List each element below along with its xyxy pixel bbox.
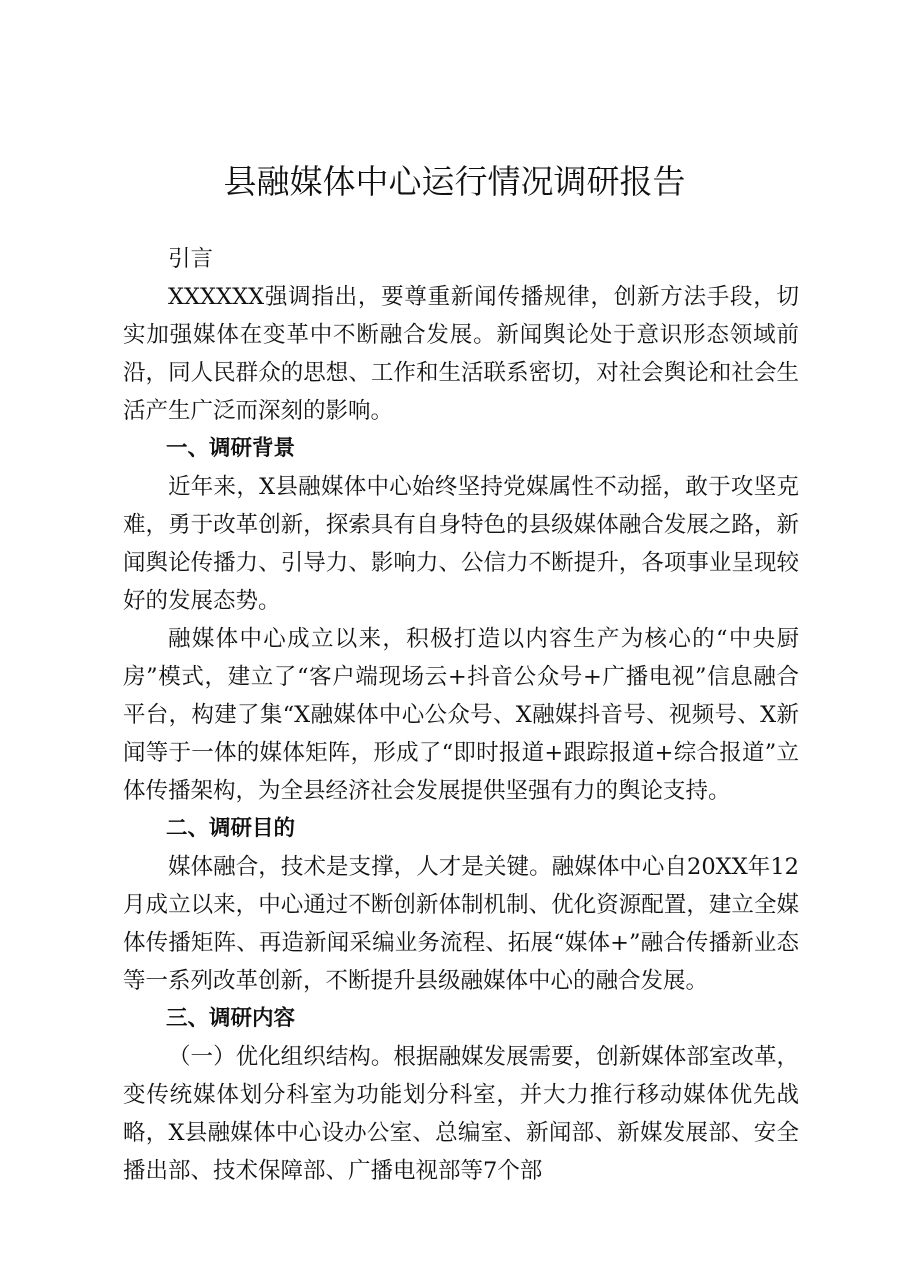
- intro-label: 引言: [168, 246, 214, 272]
- section-heading-content: 三、调研内容: [166, 1006, 296, 1031]
- section-heading-background: 一、调研背景: [166, 436, 296, 461]
- purpose-paragraph: 媒体融合，技术是支撑，人才是关键。融媒体中心自20XX年12月成立以来，中心通过不断创新体制机制、优化资源配置，建立全媒体传播矩阵、再造新闻采编业务流程、拓展“媒体+”融合传播新业态等一系列改革创新，不断提升县级融媒体中心的融合发展。: [123, 854, 799, 994]
- intro-paragraph: XXXXXX强调指出，要尊重新闻传播规律，创新方法手段，切实加强媒体在变革中不断融合发展。新闻舆论处于意识形态领域前沿，同人民群众的思想、工作和生活联系密切，对社会舆论和社会生活产生广泛而深刻的影响。: [123, 284, 799, 424]
- document-body: [123, 240, 799, 1190]
- background-paragraph-2: 融媒体中心成立以来，积极打造以内容生产为核心的“中央厨房”模式，建立了“客户端现场云+抖音公众号+广播电视”信息融合平台，构建了集“X融媒体中心公众号、X融媒抖音号、视频号、X新闻等于一体的媒体矩阵，形成了“即时报道+跟踪报道+综合报道”立体传播架构，为全县经济社会发展提供坚强有力的舆论支持。: [123, 626, 799, 804]
- document-title: 县融媒体中心运行情况调研报告: [223, 162, 686, 201]
- content-paragraph-1: （一）优化组织结构。根据融媒发展需要，创新媒体部室改革，变传统媒体划分科室为功能划分科室，并大力推行移动媒体优先战略，X县融媒体中心设办公室、总编室、新闻部、新媒发展部、安全播出部、技术保障部、广播电视部等7个部: [123, 1044, 799, 1184]
- background-paragraph-1: 近年来，X县融媒体中心始终坚持党媒属性不动摇，敢于攻坚克难，勇于改革创新，探索具有自身特色的县级媒体融合发展之路，新闻舆论传播力、引导力、影响力、公信力不断提升，各项事业呈现较好的发展态势。: [123, 474, 799, 614]
- section-heading-purpose: 二、调研目的: [166, 816, 296, 841]
